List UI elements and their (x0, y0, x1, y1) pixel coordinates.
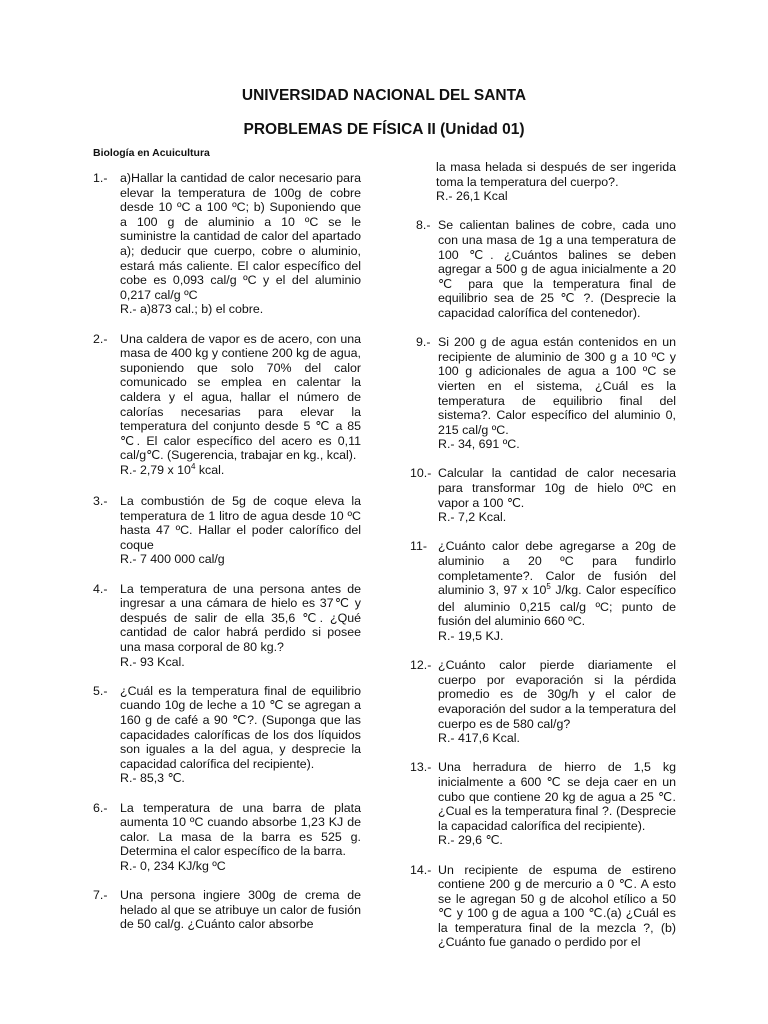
problem-number: 9.- (416, 335, 431, 350)
page-title: PROBLEMAS DE FÍSICA II (Unidad 01) (243, 121, 525, 138)
problem-number: 13.- (410, 760, 432, 775)
problem-9 (410, 335, 676, 452)
problem-answer: R.- 26,1 Kcal (436, 189, 508, 204)
problem-7-continuation (436, 160, 676, 204)
problem-13 (410, 760, 676, 848)
problem-14 (410, 863, 676, 951)
problem-number: 8.- (416, 218, 431, 233)
problem-text: ¿Cuánto calor debe agregarse a 20g de aluminio a 20 ºC para fundirlo completamente?. Calor de fusión del aluminio 3, 97 x $10^5$ J/kg. Calor específico del aluminio 0,215 cal/g ºC; punto de fusión del aluminio 660 ºC. (438, 539, 676, 629)
problem-number: 2.- (93, 331, 108, 346)
problem-number: 12.- (410, 658, 432, 673)
problem-number: 10.- (410, 466, 432, 481)
problem-1 (93, 171, 361, 317)
problem-text: Un recipiente de espuma de estireno contiene 200 g de mercurio a 0 ℃. A esto se le agregan 50 g de alcohol etílico a 50 ℃ y 100 g de agua a 100 ℃.(a) ¿Cuál es la temperatura final de la mezcla ?, (b)¿Cuánto fue ganado o perdido por el (438, 862, 676, 950)
problem-number: 7.- (93, 888, 108, 903)
problem-text: ¿Cuál es la temperatura final de equilibrio cuando 10g de leche a 10 ℃ se agregan a 160 g de café a 90 ℃?. (Suponga que las capacidades caloríficas de los dos líquidos son iguales a la del agua, y desprecie la capacidad calorífica del recipiente). (120, 683, 361, 771)
problem-6 (93, 801, 361, 874)
problem-number: 11- (410, 539, 427, 554)
problem-answer: R.- 19,5 KJ. (438, 629, 504, 643)
problem-text: La temperatura de una persona antes de ingresar a una cámara de hielo es 37℃ y después de salir de ella 35,6 ℃. ¿Qué cantidad de calor habrá perdido si posee una masa corporal de 80 kg.? (120, 581, 361, 654)
problem-text: Una persona ingiere 300g de crema de helado al que se atribuye un calor de fusión de 50 cal/g. ¿Cuánto calor absorbe (120, 888, 361, 932)
problem-10 (410, 466, 676, 524)
problem-text: La combustión de 5g de coque eleva la temperatura de 1 litro de agua desde 10 ºC hasta 47 ºC. Hallar el poder calorífico del coque (120, 494, 361, 552)
problem-answer: R.- 0, 234 KJ/kg ºC (120, 858, 226, 873)
problem-number: 14.- (410, 862, 432, 877)
problem-12 (410, 658, 676, 746)
problem-11 (410, 539, 676, 643)
problem-text: Una herradura de hierro de 1,5 kg inicialmente a 600 ℃ se deja caer en un cubo que contiene 20 kg de agua a 25 ℃. ¿Cual es la temperatura final ?. (Desprecie la capacidad calorífica del recipiente). (438, 760, 676, 833)
problem-answer: R.- 417,6 Kcal. (438, 731, 520, 746)
problem-number: 3.- (93, 494, 108, 509)
problem-text: la masa helada si después de ser ingerida toma la temperatura del cuerpo?. (436, 160, 676, 189)
problem-answer: R.- 93 Kcal. (120, 654, 185, 669)
problem-answer: R.- 85,3 ℃. (120, 771, 185, 786)
problem-text: La temperatura de una barra de plata aumenta 10 ºC cuando absorbe 1,23 KJ de calor. La masa de la barra es 525 g. Determina el calor específico de la barra. (120, 800, 361, 859)
problem-answer: R.- 7,2 Kcal. (438, 510, 507, 525)
problem-answer: R.- 34, 691 ºC. (438, 437, 520, 452)
problem-7 (93, 888, 361, 932)
left-column (93, 171, 361, 946)
problem-answer: R.- 29,6 ℃. (438, 833, 503, 848)
problem-text: Se calientan balines de cobre, cada uno con una masa de 1g a una temperatura de 100 ℃. ¿Cuántos balines se deben agregar a 500 g de agua inicialmente a 20 ℃ para que la temperatura final de equilibrio sea de 25 ℃ ?. (Desprecie la capacidad calorífica del contenedor). (438, 218, 676, 320)
problem-2 (93, 332, 361, 480)
problem-3 (93, 494, 361, 567)
right-column (410, 160, 676, 965)
problem-4 (93, 582, 361, 670)
problem-text: a)Hallar la cantidad de calor necesario para elevar la temperatura de 100g de cobre desde 10 ºC a 100 ºC; b) Suponiendo que a 100 g de aluminio a 10 ºC se le suministre la cantidad de calor del apartado a); deducir que cuerpo, cobre o aluminio, estará más caliente. El calor específico del cobe es 0,093 cal/g ºC y el del aluminio 0,217 cal/g ºC (120, 171, 361, 302)
problem-answer: R.- 2,79 x $10^4$ kcal. (120, 461, 225, 477)
problem-text: ¿Cuánto calor pierde diariamente el cuerpo por evaporación si la pérdida promedio es de 30g/h y el calor de evaporación del sudor a la temperatura del cuerpo es de 580 cal/g? (438, 658, 676, 731)
problem-answer: R.- a)873 cal.; b) el cobre. (120, 302, 264, 317)
problem-answer: R.- 7 400 000 cal/g (120, 552, 225, 567)
problem-number: 4.- (93, 581, 108, 596)
subject-label: Biología en Acuicultura (93, 147, 210, 159)
problem-text: Una caldera de vapor es de acero, con una masa de 400 kg y contiene 200 kg de agua, suponiendo que solo 70% del calor comunicado se emplea en calentar la caldera y el agua, hallar el número de calorías necesarias para elevar la temperatura del conjunto desde 5 ℃ a 85 ℃. El calor específico del acero es 0,11 cal/g℃. (Sugerencia, trabajar en kg., kcal). (120, 331, 361, 463)
problem-number: 5.- (93, 683, 108, 698)
problem-text: Si 200 g de agua están contenidos en un recipiente de aluminio de 300 g a 10 ºC y 100 g adicionales de agua a 100 ºC se vierten en el sistema, ¿Cuál es la temperatura de equilibrio final del sistema?. Calor específico del aluminio 0, 215 cal/g ºC. (438, 335, 676, 437)
problem-number: 1.- (93, 171, 108, 185)
problem-5 (93, 684, 361, 786)
problem-8 (410, 218, 676, 320)
problem-number: 6.- (93, 800, 108, 815)
problem-text: Calcular la cantidad de calor necesaria para transformar 10g de hielo 0ºC en vapor a 100 ℃. (438, 466, 676, 510)
university-title: UNIVERSIDAD NACIONAL DEL SANTA (241, 87, 527, 104)
